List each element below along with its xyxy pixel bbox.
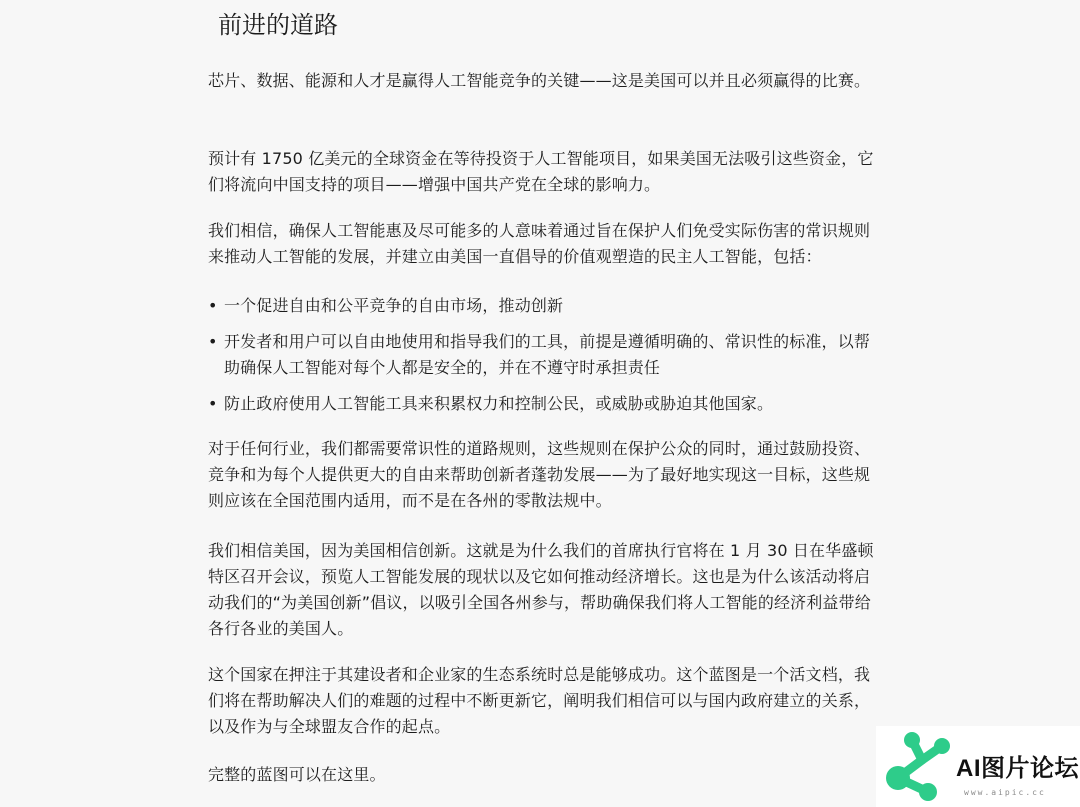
list-item-text: 防止政府使用人工智能工具来积累权力和控制公民，或威胁或胁迫其他国家。 xyxy=(224,394,774,413)
paragraph-rules: 对于任何行业，我们都需要常识性的道路规则，这些规则在保护公众的同时，通过鼓励投资、竞争和为每个人提供更大的自由来帮助创新者蓬勃发展——为了最好地实现这一目标，这些规则应该在全国范围内适用，而不是在各州的零散法规中。 xyxy=(208,439,871,510)
bullet-marker: • xyxy=(208,332,218,351)
list-item xyxy=(208,293,880,319)
watermark-logo-icon xyxy=(880,728,958,806)
paragraph-funding: 预计有 1750 亿美元的全球资金在等待投资于人工智能项目，如果美国无法吸引这些资金，它们将流向中国支持的项目——增强中国共产党在全球的影响力。 xyxy=(208,149,874,194)
watermark-url: www.aipic.cc xyxy=(964,788,1046,797)
watermark xyxy=(876,726,1080,807)
paragraph-beliefs: 我们相信，确保人工智能惠及尽可能多的人意味着通过旨在保护人们免受实际伤害的常识规则来推动人工智能的发展，并建立由美国一直倡导的价值观塑造的民主人工智能，包括： xyxy=(208,221,871,266)
paragraph-intro: 芯片、数据、能源和人才是赢得人工智能竞争的关键——这是美国可以并且必须赢得的比赛。 xyxy=(208,71,871,90)
paragraph-link: 完整的蓝图可以在这里。 xyxy=(208,765,386,784)
article xyxy=(208,0,888,807)
paragraph-ecosystem: 这个国家在押注于其建设者和企业家的生态系统时总是能够成功。这个蓝图是一个活文档，我们将在帮助解决人们的难题的过程中不断更新它，阐明我们相信可以与国内政府建立的关系，以及作为与全球盟友合作的起点。 xyxy=(208,665,871,736)
list-item xyxy=(208,391,880,417)
paragraph-innovation: 我们相信美国，因为美国相信创新。这就是为什么我们的首席执行官将在 1 月 30 日在华盛顿特区召开会议，预览人工智能发展的现状以及它如何推动经济增长。这也是为什么该活动将启动我们的“为美国创新”倡议，以吸引全国各州参与，帮助确保我们将人工智能的经济利益带给各行各业的美国人。 xyxy=(208,541,874,638)
list-item-text: 开发者和用户可以自由地使用和指导我们的工具，前提是遵循明确的、常识性的标准，以帮助确保人工智能对每个人都是安全的，并在不遵守时承担责任 xyxy=(224,332,871,377)
list-item-text: 一个促进自由和公平竞争的自由市场，推动创新 xyxy=(224,296,564,315)
bullet-marker: • xyxy=(208,394,218,413)
list-item xyxy=(208,329,880,381)
bullet-marker: • xyxy=(208,296,218,315)
page-title: 前进的道路 xyxy=(218,11,338,39)
watermark-title: AI图片论坛 xyxy=(956,755,1079,782)
